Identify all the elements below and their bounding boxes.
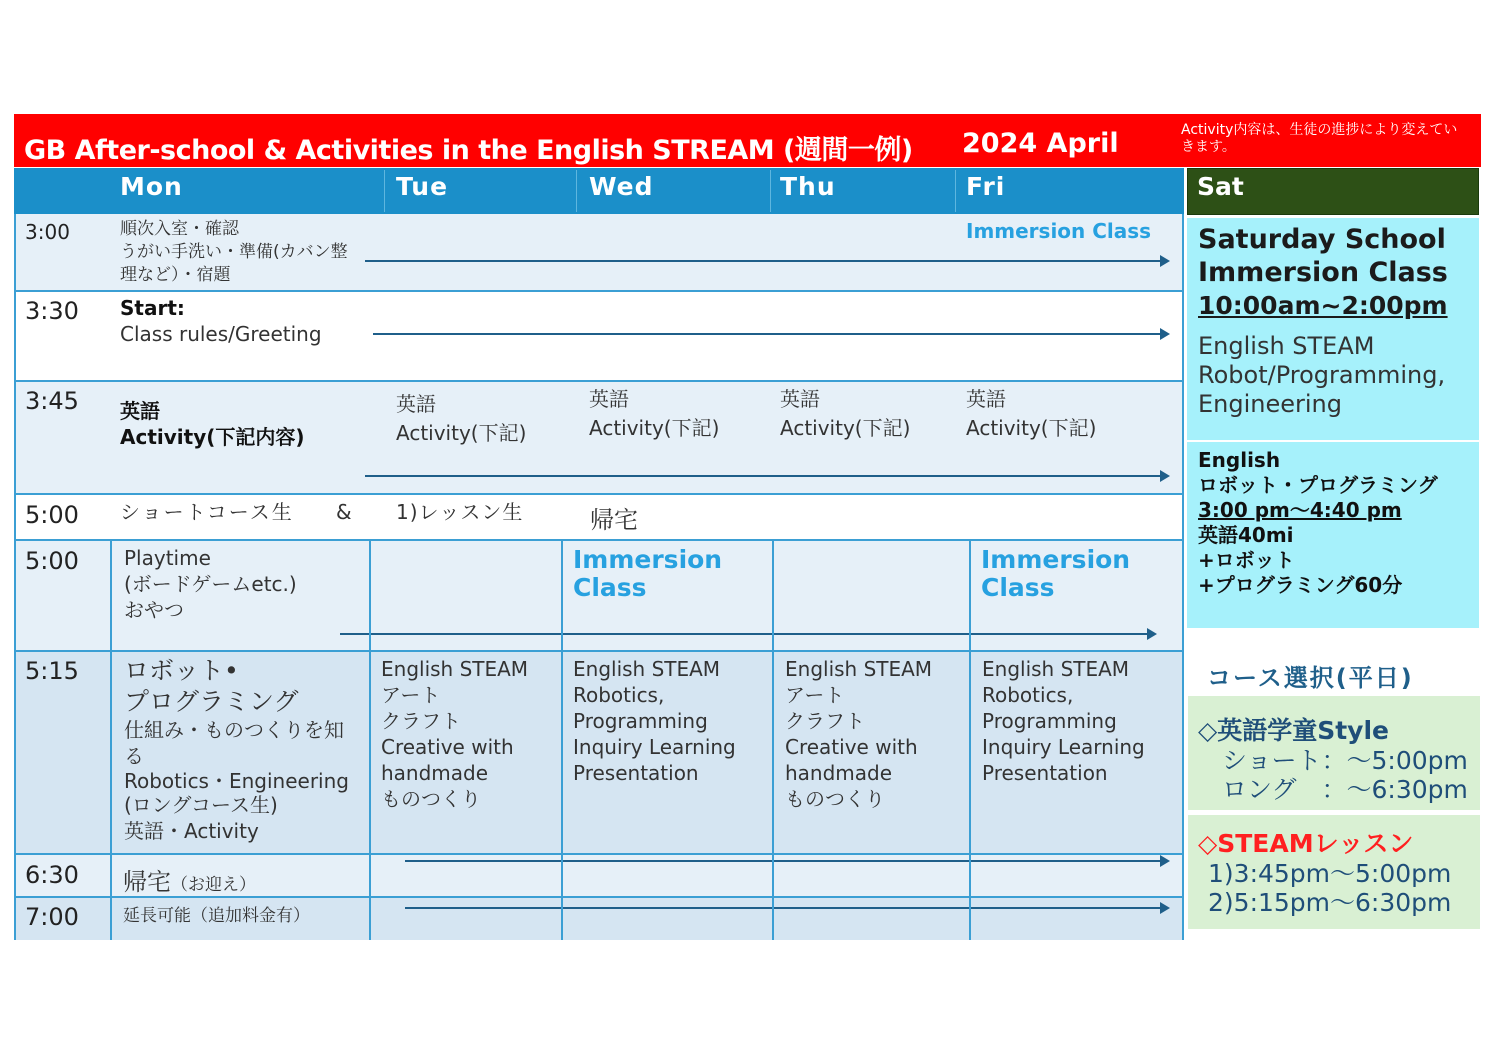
header-divider <box>770 170 771 212</box>
saturday-english-content <box>1198 448 1438 598</box>
saturday-desc: Robot/Programming, <box>1198 361 1446 389</box>
time-label: 6:30 <box>25 861 79 889</box>
cell-text: Activity(下記内容) <box>120 425 305 449</box>
cell-text: Creative with <box>785 735 918 759</box>
arrow-head-icon <box>1147 628 1157 640</box>
time-label: 3:00 <box>25 220 70 244</box>
saturday-english-line: ロボット・プログラミング <box>1198 473 1438 497</box>
day-header-fri: Fri <box>966 172 1006 201</box>
cell-text: English STEAM <box>573 657 721 681</box>
cell-text: 英語・Activity <box>124 819 259 843</box>
cell-text: Activity(下記) <box>589 416 720 440</box>
cell-text: (ボードゲームetc.) <box>124 572 297 596</box>
title-year: 2024 April <box>962 128 1119 159</box>
steam-lesson-heading: ◇STEAMレッスン <box>1198 829 1414 858</box>
mon-500-playtime-cell <box>124 545 297 623</box>
saturday-english-time: 3:00 pm～4:40 pm <box>1198 498 1402 522</box>
header-divider <box>955 170 956 212</box>
cell-text: アート <box>381 683 441 707</box>
cell-text: English STEAM <box>381 657 529 681</box>
saturday-desc: English STEAM <box>1198 332 1375 360</box>
tue-515-cell <box>381 656 528 812</box>
cell-text: 英語 <box>396 392 436 416</box>
cell-text: Immersion <box>573 545 723 574</box>
cell-text: うがい手洗い・準備(カバン整 <box>120 242 348 262</box>
cell-text: 順次入室・確認 <box>120 219 239 239</box>
time-label: 5:15 <box>25 657 79 685</box>
wed-515-cell <box>573 656 736 786</box>
header-divider <box>384 170 385 212</box>
cell-text: Start: <box>120 296 185 320</box>
arrow-line <box>340 633 1148 635</box>
tue-345-cell <box>396 390 526 448</box>
cell-text: Presentation <box>982 761 1108 785</box>
cell-text: Immersion <box>981 545 1131 574</box>
style-course-content <box>1198 716 1468 804</box>
cell-text: 英語 <box>780 387 820 411</box>
cell-text: Robotics, <box>573 683 665 707</box>
column-divider <box>561 541 563 940</box>
cell-text: クラフト <box>785 709 865 733</box>
cell-text: Activity(下記) <box>780 416 911 440</box>
saturday-english-line: +ロボット <box>1198 548 1295 572</box>
wed-500-go-home: 帰宅 <box>590 506 638 534</box>
cell-text: Robotics, <box>982 683 1074 707</box>
arrow-head-icon <box>1160 328 1170 340</box>
time-label: 3:30 <box>25 297 79 325</box>
time-label: 3:45 <box>25 387 79 415</box>
cell-text: Programming <box>573 709 708 733</box>
page-title: GB After-school & Activities in the English STREAM (週間一例) <box>24 135 913 166</box>
cell-text: る <box>124 744 144 768</box>
saturday-english-line: +プログラミング60分 <box>1198 573 1403 597</box>
time-label: 5:00 <box>25 501 79 529</box>
fri-515-cell <box>982 656 1145 786</box>
wed-345-cell <box>589 385 719 443</box>
day-header-mon: Mon <box>120 172 183 201</box>
time-label: 5:00 <box>25 547 79 575</box>
cell-text: Inquiry Learning <box>982 735 1145 759</box>
mon-700-cell: 延長可能（追加料金有） <box>123 906 310 926</box>
cell-text: Presentation <box>573 761 699 785</box>
mon-300-cell <box>120 218 348 287</box>
cell-text: プログラミング <box>124 687 299 716</box>
saturday-school-time: 10:00am~2:00pm <box>1198 291 1448 320</box>
cell-text: ものつくり <box>381 787 481 811</box>
course-selection-title: コース選択(平日) <box>1207 664 1414 692</box>
steam-lesson-slot: 1)3:45pm～5:00pm <box>1208 859 1452 888</box>
mon-500-short-course: ショートコース生 <box>120 500 294 524</box>
saturday-desc: Engineering <box>1198 390 1342 418</box>
cell-text: クラフト <box>381 709 461 733</box>
arrow-head-icon <box>1160 255 1170 267</box>
wed-500-immersion <box>573 546 722 602</box>
cell-text: Programming <box>982 709 1117 733</box>
cell-text: English STEAM <box>982 657 1130 681</box>
mon-630-cell <box>123 862 256 897</box>
cell-text: Creative with <box>381 735 514 759</box>
cell-text: Activity(下記) <box>966 416 1097 440</box>
mon-515-cell <box>124 655 349 845</box>
day-header-sat: Sat <box>1197 172 1244 201</box>
cell-text: 仕組み・ものつくりを知 <box>124 718 344 742</box>
cell-text: 英語 <box>966 387 1006 411</box>
cell-text: ロボット• <box>124 656 239 685</box>
thu-345-cell <box>780 385 910 443</box>
style-course-heading: ◇英語学童Style <box>1198 716 1390 745</box>
day-header-wed: Wed <box>589 172 654 201</box>
arrow-head-icon <box>1160 902 1170 914</box>
day-header-tue: Tue <box>396 172 449 201</box>
day-header-thu: Thu <box>780 172 836 201</box>
arrow-line <box>373 333 1161 335</box>
cell-text: 英語 <box>120 399 160 423</box>
arrow-line <box>365 475 1161 477</box>
cell-text: Robotics・Engineering <box>124 769 349 793</box>
column-divider <box>969 541 971 940</box>
tue-500-lesson: 1)レッスン生 <box>396 500 524 524</box>
arrow-head-icon <box>1160 855 1170 867</box>
saturday-english-line: 英語40mi <box>1198 523 1294 547</box>
cell-text: Playtime <box>124 546 211 570</box>
title-note: Activity内容は、生徒の進捗により変えていきます。 <box>1181 122 1458 155</box>
cell-text: (ロングコース生) <box>124 793 278 817</box>
cell-text: Class rules/Greeting <box>120 322 322 346</box>
saturday-school-subtitle: Immersion Class <box>1198 257 1448 288</box>
cell-text: おやつ <box>124 598 184 622</box>
amp-label: & <box>336 500 352 524</box>
column-divider <box>772 541 774 940</box>
mon-345-cell <box>120 398 305 450</box>
style-course-long: ロング ：～6:30pm <box>1222 775 1468 804</box>
arrow-line <box>405 907 1161 909</box>
cell-text: Class <box>981 573 1055 602</box>
cell-text: アート <box>785 683 845 707</box>
arrow-head-icon <box>1160 470 1170 482</box>
cell-text: （お迎え） <box>171 875 256 895</box>
cell-text: 理など）・宿題 <box>120 265 231 285</box>
fri-500-immersion <box>981 546 1130 602</box>
cell-text: ものつくり <box>785 787 885 811</box>
cell-text: English STEAM <box>785 657 933 681</box>
steam-lesson-content <box>1198 829 1451 917</box>
fri-300-immersion: Immersion Class <box>966 219 1152 243</box>
style-course-short: ショート：～5:00pm <box>1222 746 1468 775</box>
saturday-school-title: Saturday School <box>1198 224 1446 255</box>
header-divider <box>576 170 577 212</box>
arrow-line <box>405 860 1161 862</box>
thu-515-cell <box>785 656 932 812</box>
cell-text: 英語 <box>589 387 629 411</box>
saturday-school-content <box>1198 223 1448 419</box>
cell-text: Class <box>573 573 647 602</box>
cell-text: handmade <box>785 761 893 785</box>
time-label: 7:00 <box>25 903 79 931</box>
cell-text: 帰宅 <box>123 868 171 896</box>
steam-lesson-slot: 2)5:15pm～6:30pm <box>1208 888 1452 917</box>
column-divider <box>110 541 112 940</box>
arrow-line <box>365 260 1161 262</box>
column-divider <box>369 541 371 940</box>
saturday-english-line: English <box>1198 448 1281 472</box>
fri-345-cell <box>966 385 1096 443</box>
cell-text: handmade <box>381 761 489 785</box>
cell-text: Inquiry Learning <box>573 735 736 759</box>
mon-330-cell <box>120 295 322 347</box>
cell-text: Activity(下記) <box>396 421 527 445</box>
